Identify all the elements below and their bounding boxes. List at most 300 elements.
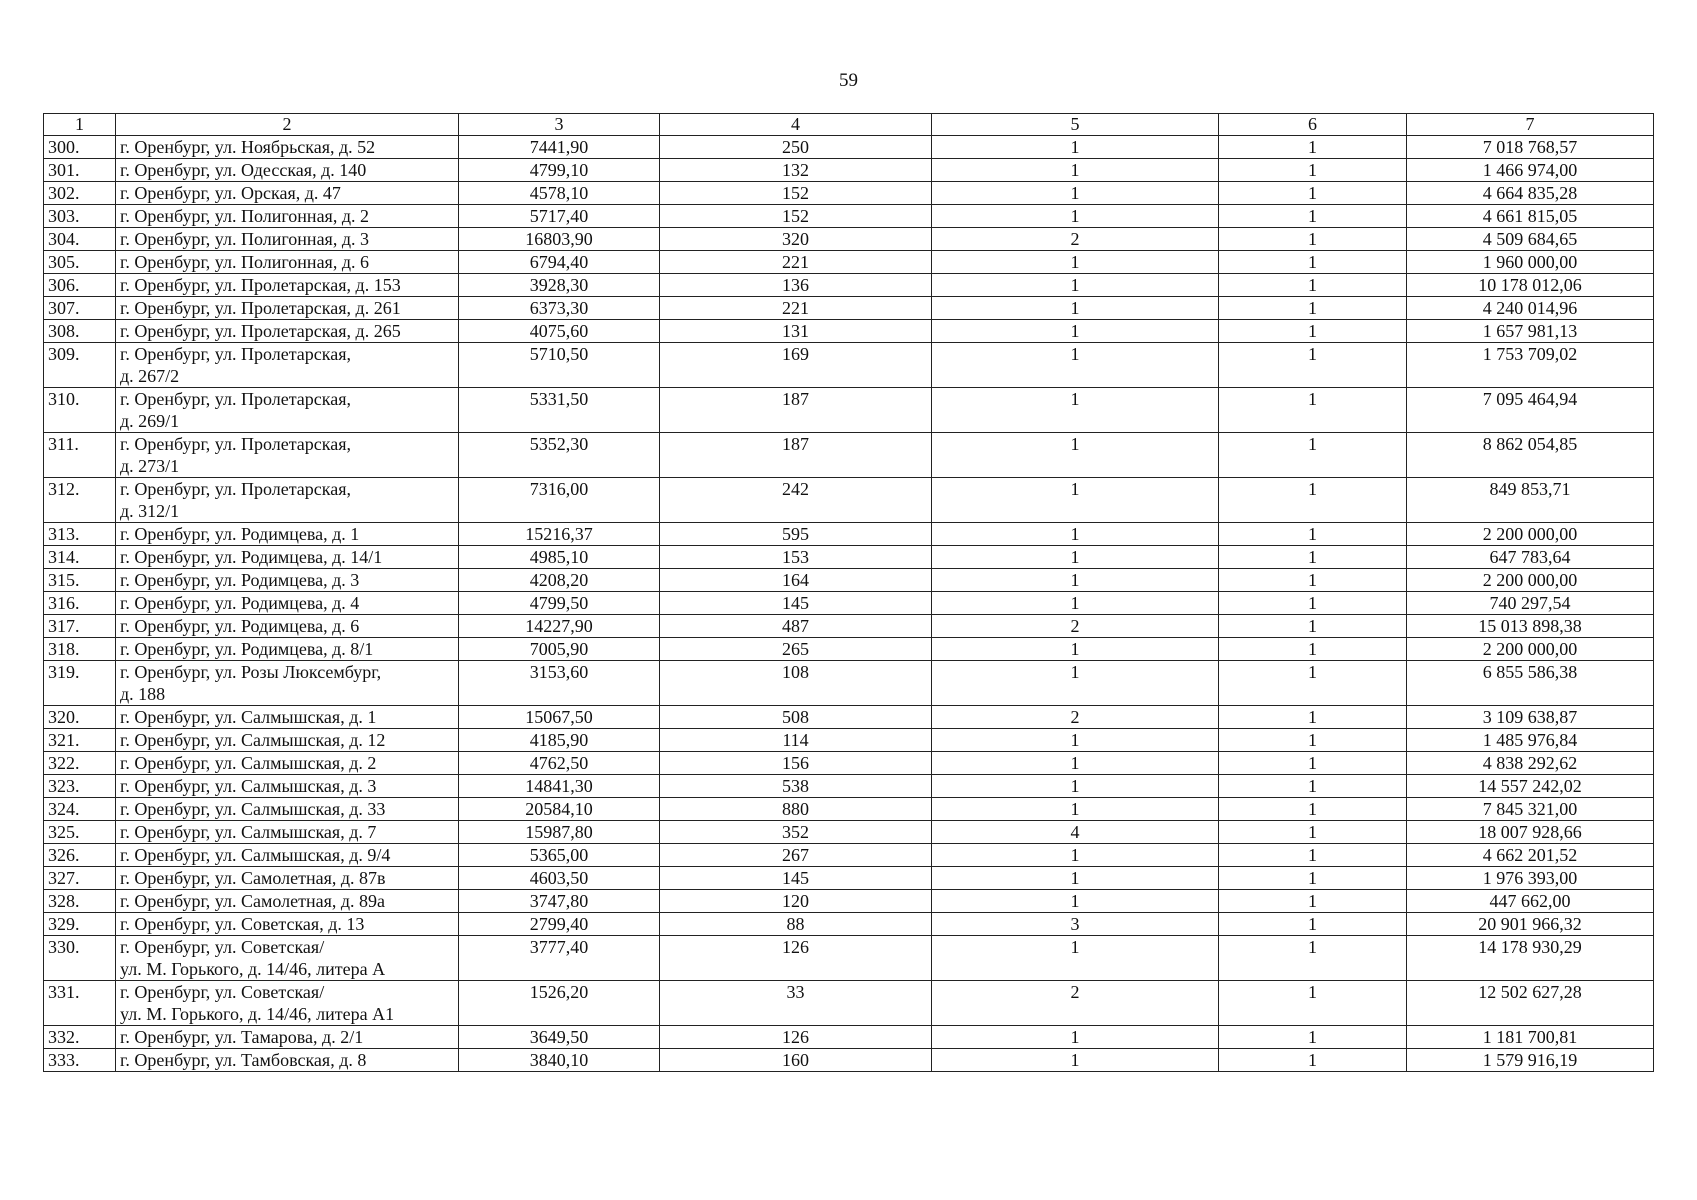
address-cell [116,752,459,775]
area-cell: 3777,40 [459,936,660,981]
table-row [44,388,1654,433]
table-row [44,981,1654,1026]
address-cell [116,274,459,297]
address-line: д. 269/1 [120,411,180,431]
amount-cell: 8 862 054,85 [1407,433,1654,478]
amount-cell: 4 664 835,28 [1407,182,1654,205]
amount-cell: 10 178 012,06 [1407,274,1654,297]
col6-cell: 1 [1219,569,1407,592]
col6-cell: 1 [1219,729,1407,752]
table-row [44,205,1654,228]
row-number: 330. [44,936,116,981]
address-line: г. Оренбург, ул. Ноябрьская, д. 52 [120,137,376,157]
col5-cell: 1 [932,478,1219,523]
amount-cell: 1 976 393,00 [1407,867,1654,890]
table-row [44,706,1654,729]
table-row [44,752,1654,775]
address-line: г. Оренбург, ул. Родимцева, д. 8/1 [120,639,374,659]
amount-cell: 1 485 976,84 [1407,729,1654,752]
table-row [44,343,1654,388]
address-cell [116,523,459,546]
address-cell [116,343,459,388]
row-number: 331. [44,981,116,1026]
row-number: 315. [44,569,116,592]
col4-cell: 152 [660,182,932,205]
col4-cell: 221 [660,297,932,320]
address-line: г. Оренбург, ул. Одесская, д. 140 [120,160,367,180]
table-row [44,274,1654,297]
table-header [44,114,1654,136]
col4-cell: 320 [660,228,932,251]
area-cell: 7316,00 [459,478,660,523]
col6-cell: 1 [1219,798,1407,821]
address-line: г. Оренбург, ул. Салмышская, д. 1 [120,707,377,727]
table-row [44,433,1654,478]
col4-cell: 120 [660,890,932,913]
header-col-5: 5 [932,114,1219,136]
address-cell [116,478,459,523]
area-cell: 1526,20 [459,981,660,1026]
amount-cell: 1 753 709,02 [1407,343,1654,388]
row-number: 308. [44,320,116,343]
col4-cell: 126 [660,1026,932,1049]
col6-cell: 1 [1219,523,1407,546]
table-row [44,890,1654,913]
address-line: г. Оренбург, ул. Пролетарская, д. 265 [120,321,401,341]
row-number: 312. [44,478,116,523]
area-cell: 5352,30 [459,433,660,478]
col4-cell: 265 [660,638,932,661]
address-line: г. Оренбург, ул. Пролетарская, [120,434,352,454]
address-cell [116,159,459,182]
col4-cell: 508 [660,706,932,729]
address-line: д. 312/1 [120,501,180,521]
area-cell: 15067,50 [459,706,660,729]
amount-cell: 14 557 242,02 [1407,775,1654,798]
row-number: 310. [44,388,116,433]
col4-cell: 156 [660,752,932,775]
col5-cell: 4 [932,821,1219,844]
col4-cell: 352 [660,821,932,844]
col6-cell: 1 [1219,274,1407,297]
amount-cell: 4 838 292,62 [1407,752,1654,775]
col4-cell: 595 [660,523,932,546]
table-row [44,867,1654,890]
address-cell [116,729,459,752]
col5-cell: 2 [932,706,1219,729]
address-cell [116,1049,459,1072]
address-line: г. Оренбург, ул. Родимцева, д. 14/1 [120,547,383,567]
address-cell [116,592,459,615]
col4-cell: 114 [660,729,932,752]
col5-cell: 1 [932,136,1219,159]
address-cell [116,251,459,274]
row-number: 306. [44,274,116,297]
amount-cell: 647 783,64 [1407,546,1654,569]
table-row [44,297,1654,320]
col5-cell: 1 [932,343,1219,388]
address-line: г. Оренбург, ул. Пролетарская, д. 153 [120,275,401,295]
col6-cell: 1 [1219,205,1407,228]
col6-cell: 1 [1219,615,1407,638]
amount-cell: 20 901 966,32 [1407,913,1654,936]
col5-cell: 1 [932,205,1219,228]
table-row [44,844,1654,867]
col5-cell: 1 [932,433,1219,478]
row-number: 313. [44,523,116,546]
col5-cell: 1 [932,274,1219,297]
amount-cell: 18 007 928,66 [1407,821,1654,844]
address-cell [116,798,459,821]
table-row [44,182,1654,205]
area-cell: 6794,40 [459,251,660,274]
area-cell: 5365,00 [459,844,660,867]
col6-cell: 1 [1219,136,1407,159]
row-number: 300. [44,136,116,159]
row-number: 319. [44,661,116,706]
area-cell: 4762,50 [459,752,660,775]
table-row [44,251,1654,274]
table-body [44,136,1654,1072]
col4-cell: 131 [660,320,932,343]
address-line: г. Оренбург, ул. Салмышская, д. 7 [120,822,377,842]
address-cell [116,936,459,981]
table-row [44,320,1654,343]
amount-cell: 2 200 000,00 [1407,523,1654,546]
area-cell: 4603,50 [459,867,660,890]
col4-cell: 145 [660,592,932,615]
area-cell: 7441,90 [459,136,660,159]
address-cell [116,867,459,890]
address-line: г. Оренбург, ул. Пролетарская, [120,479,352,499]
row-number: 304. [44,228,116,251]
address-line: г. Оренбург, ул. Советская/ [120,982,325,1002]
col4-cell: 187 [660,388,932,433]
area-cell: 3649,50 [459,1026,660,1049]
header-row [44,114,1654,136]
row-number: 302. [44,182,116,205]
area-cell: 6373,30 [459,297,660,320]
amount-cell: 1 960 000,00 [1407,251,1654,274]
address-cell [116,569,459,592]
table-row [44,159,1654,182]
address-line: г. Оренбург, ул. Полигонная, д. 3 [120,229,369,249]
col5-cell: 1 [932,182,1219,205]
table-row [44,523,1654,546]
col4-cell: 164 [660,569,932,592]
amount-cell: 1 181 700,81 [1407,1026,1654,1049]
area-cell: 5717,40 [459,205,660,228]
area-cell: 3153,60 [459,661,660,706]
col4-cell: 538 [660,775,932,798]
table-row [44,821,1654,844]
table-row [44,615,1654,638]
col5-cell: 1 [932,592,1219,615]
col5-cell: 1 [932,1026,1219,1049]
address-cell [116,661,459,706]
row-number: 309. [44,343,116,388]
register-table [43,113,1654,1072]
col4-cell: 108 [660,661,932,706]
col4-cell: 132 [660,159,932,182]
address-line: г. Оренбург, ул. Салмышская, д. 3 [120,776,377,796]
address-line: д. 188 [120,684,166,704]
table-row [44,1049,1654,1072]
header-col-7: 7 [1407,114,1654,136]
header-col-1: 1 [44,114,116,136]
col4-cell: 152 [660,205,932,228]
row-number: 303. [44,205,116,228]
col4-cell: 136 [660,274,932,297]
col5-cell: 1 [932,523,1219,546]
address-line: г. Оренбург, ул. Салмышская, д. 12 [120,730,386,750]
table-row [44,136,1654,159]
row-number: 323. [44,775,116,798]
col5-cell: 1 [932,638,1219,661]
col6-cell: 1 [1219,661,1407,706]
col4-cell: 160 [660,1049,932,1072]
address-line: ул. М. Горького, д. 14/46, литера А1 [120,1004,395,1024]
amount-cell: 14 178 930,29 [1407,936,1654,981]
table-row [44,546,1654,569]
col6-cell: 1 [1219,592,1407,615]
address-cell [116,913,459,936]
amount-cell: 7 845 321,00 [1407,798,1654,821]
address-cell [116,821,459,844]
row-number: 321. [44,729,116,752]
table-row [44,913,1654,936]
row-number: 327. [44,867,116,890]
header-col-6: 6 [1219,114,1407,136]
address-line: г. Оренбург, ул. Пролетарская, [120,344,352,364]
amount-cell: 2 200 000,00 [1407,638,1654,661]
amount-cell: 12 502 627,28 [1407,981,1654,1026]
address-line: д. 267/2 [120,366,180,386]
col5-cell: 1 [932,752,1219,775]
address-line: г. Оренбург, ул. Родимцева, д. 1 [120,524,360,544]
col6-cell: 1 [1219,913,1407,936]
col4-cell: 221 [660,251,932,274]
row-number: 301. [44,159,116,182]
col6-cell: 1 [1219,228,1407,251]
address-cell [116,844,459,867]
table-row [44,661,1654,706]
col4-cell: 487 [660,615,932,638]
amount-cell: 4 240 014,96 [1407,297,1654,320]
amount-cell: 4 662 201,52 [1407,844,1654,867]
col4-cell: 126 [660,936,932,981]
col4-cell: 250 [660,136,932,159]
col6-cell: 1 [1219,844,1407,867]
col6-cell: 1 [1219,867,1407,890]
address-cell [116,228,459,251]
col4-cell: 88 [660,913,932,936]
area-cell: 7005,90 [459,638,660,661]
row-number: 305. [44,251,116,274]
col6-cell: 1 [1219,890,1407,913]
col6-cell: 1 [1219,320,1407,343]
address-cell [116,981,459,1026]
col5-cell: 2 [932,228,1219,251]
address-line: г. Оренбург, ул. Пролетарская, [120,389,352,409]
address-cell [116,638,459,661]
address-line: д. 273/1 [120,456,180,476]
col6-cell: 1 [1219,752,1407,775]
table-row [44,638,1654,661]
address-cell [116,297,459,320]
address-line: г. Оренбург, ул. Самолетная, д. 89а [120,891,386,911]
col4-cell: 145 [660,867,932,890]
row-number: 322. [44,752,116,775]
row-number: 317. [44,615,116,638]
col5-cell: 2 [932,615,1219,638]
col5-cell: 1 [932,798,1219,821]
row-number: 311. [44,433,116,478]
amount-cell: 7 095 464,94 [1407,388,1654,433]
col5-cell: 1 [932,1049,1219,1072]
area-cell: 3840,10 [459,1049,660,1072]
row-number: 316. [44,592,116,615]
area-cell: 4799,50 [459,592,660,615]
col6-cell: 1 [1219,1026,1407,1049]
address-line: г. Оренбург, ул. Родимцева, д. 3 [120,570,360,590]
address-line: г. Оренбург, ул. Тамбовская, д. 8 [120,1050,367,1070]
col4-cell: 242 [660,478,932,523]
col6-cell: 1 [1219,251,1407,274]
amount-cell: 7 018 768,57 [1407,136,1654,159]
amount-cell: 740 297,54 [1407,592,1654,615]
table-row [44,729,1654,752]
area-cell: 2799,40 [459,913,660,936]
address-cell [116,775,459,798]
area-cell: 5710,50 [459,343,660,388]
col4-cell: 187 [660,433,932,478]
area-cell: 20584,10 [459,798,660,821]
header-col-3: 3 [459,114,660,136]
col6-cell: 1 [1219,297,1407,320]
amount-cell: 15 013 898,38 [1407,615,1654,638]
address-cell [116,890,459,913]
col5-cell: 1 [932,867,1219,890]
col6-cell: 1 [1219,936,1407,981]
amount-cell: 849 853,71 [1407,478,1654,523]
address-cell [116,706,459,729]
row-number: 326. [44,844,116,867]
address-line: г. Оренбург, ул. Розы Люксембург, [120,662,382,682]
amount-cell: 3 109 638,87 [1407,706,1654,729]
amount-cell: 447 662,00 [1407,890,1654,913]
col5-cell: 1 [932,320,1219,343]
col5-cell: 1 [932,729,1219,752]
address-line: г. Оренбург, ул. Полигонная, д. 2 [120,206,369,226]
address-cell [116,615,459,638]
col4-cell: 169 [660,343,932,388]
area-cell: 4208,20 [459,569,660,592]
address-cell [116,205,459,228]
area-cell: 16803,90 [459,228,660,251]
area-cell: 3928,30 [459,274,660,297]
row-number: 328. [44,890,116,913]
table-row [44,228,1654,251]
area-cell: 4075,60 [459,320,660,343]
amount-cell: 1 466 974,00 [1407,159,1654,182]
area-cell: 5331,50 [459,388,660,433]
area-cell: 15987,80 [459,821,660,844]
table-row [44,775,1654,798]
table-row [44,1026,1654,1049]
table-row [44,936,1654,981]
col5-cell: 1 [932,890,1219,913]
col5-cell: 3 [932,913,1219,936]
area-cell: 4185,90 [459,729,660,752]
area-cell: 4985,10 [459,546,660,569]
area-cell: 14227,90 [459,615,660,638]
amount-cell: 6 855 586,38 [1407,661,1654,706]
col6-cell: 1 [1219,638,1407,661]
address-cell [116,433,459,478]
col5-cell: 1 [932,546,1219,569]
address-line: ул. М. Горького, д. 14/46, литера А [120,959,386,979]
table-row [44,798,1654,821]
address-cell [116,136,459,159]
col6-cell: 1 [1219,182,1407,205]
amount-cell: 1 657 981,13 [1407,320,1654,343]
row-number: 307. [44,297,116,320]
amount-cell: 4 509 684,65 [1407,228,1654,251]
col6-cell: 1 [1219,159,1407,182]
address-line: г. Оренбург, ул. Полигонная, д. 6 [120,252,369,272]
row-number: 332. [44,1026,116,1049]
col6-cell: 1 [1219,546,1407,569]
col4-cell: 153 [660,546,932,569]
amount-cell: 1 579 916,19 [1407,1049,1654,1072]
address-cell [116,320,459,343]
area-cell: 4799,10 [459,159,660,182]
address-line: г. Оренбург, ул. Советская, д. 13 [120,914,365,934]
address-line: г. Оренбург, ул. Салмышская, д. 9/4 [120,845,391,865]
area-cell: 14841,30 [459,775,660,798]
col5-cell: 1 [932,844,1219,867]
amount-cell: 2 200 000,00 [1407,569,1654,592]
col5-cell: 1 [932,775,1219,798]
address-line: г. Оренбург, ул. Салмышская, д. 2 [120,753,377,773]
row-number: 324. [44,798,116,821]
address-line: г. Оренбург, ул. Тамарова, д. 2/1 [120,1027,364,1047]
address-line: г. Оренбург, ул. Орская, д. 47 [120,183,341,203]
address-line: г. Оренбург, ул. Пролетарская, д. 261 [120,298,401,318]
table-row [44,569,1654,592]
address-cell [116,388,459,433]
row-number: 333. [44,1049,116,1072]
address-cell [116,1026,459,1049]
col5-cell: 1 [932,159,1219,182]
row-number: 314. [44,546,116,569]
row-number: 325. [44,821,116,844]
col5-cell: 1 [932,661,1219,706]
col6-cell: 1 [1219,821,1407,844]
page-number: 59 [839,70,858,91]
address-line: г. Оренбург, ул. Советская/ [120,937,325,957]
address-line: г. Оренбург, ул. Салмышская, д. 33 [120,799,386,819]
area-cell: 15216,37 [459,523,660,546]
col6-cell: 1 [1219,775,1407,798]
header-col-4: 4 [660,114,932,136]
col6-cell: 1 [1219,433,1407,478]
address-line: г. Оренбург, ул. Родимцева, д. 6 [120,616,360,636]
col6-cell: 1 [1219,981,1407,1026]
col4-cell: 880 [660,798,932,821]
amount-cell: 4 661 815,05 [1407,205,1654,228]
